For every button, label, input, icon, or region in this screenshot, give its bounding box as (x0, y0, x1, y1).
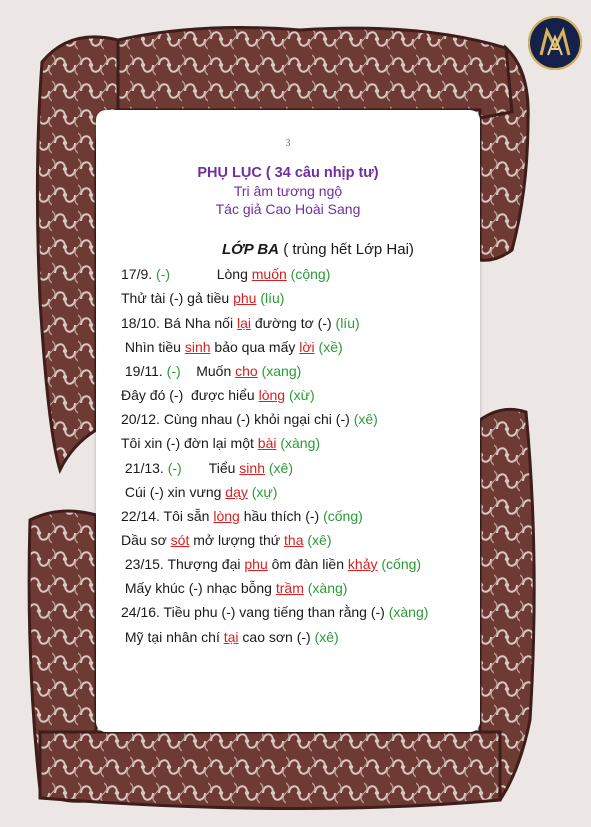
emphasized-word: khảy (347, 556, 378, 572)
lyric-text: Thử tài (-) gả tiều (121, 290, 234, 306)
document-title: PHỤ LỤC ( 34 câu nhịp tư) (197, 165, 379, 181)
lyric-line (121, 339, 343, 355)
pitch-note: (xang) (261, 363, 302, 379)
pitch-note: (xê) (268, 460, 293, 476)
emphasized-word: lại (236, 315, 251, 331)
lyric-text: cao sơn (-) (238, 629, 315, 645)
lyric-line (121, 532, 332, 548)
pitch-note: (cộng) (290, 266, 331, 282)
lyric-text: 20/12. Cùng nhau (-) khỏi ngại chi (-) (121, 411, 354, 427)
pitch-note: (xàng) (307, 580, 348, 596)
lyric-line (121, 460, 293, 476)
lyric-text: Dầu sơ (121, 532, 171, 548)
emphasized-word: bài (257, 435, 277, 451)
section-name: LỚP BA (222, 241, 280, 258)
emphasized-word: tại (223, 629, 239, 645)
monogram-logo-icon (535, 23, 575, 63)
document-subtitle: Tri âm tương ngộ (233, 183, 343, 199)
pitch-note: (líu) (335, 315, 360, 331)
pitch-note: (cống) (381, 556, 422, 572)
lyric-line (121, 266, 330, 282)
lyric-line (121, 290, 284, 306)
lyric-text: 19/11. (121, 363, 167, 379)
lyric-text: Mấy khúc (-) nhạc bỗng (121, 580, 276, 596)
lyric-text: hầu thích (-) (239, 508, 324, 524)
lyric-line (121, 629, 339, 645)
emphasized-word: sót (170, 532, 190, 548)
lyric-text: Đây đó (-) được hiểu (121, 387, 259, 403)
pitch-note: (xàng) (388, 604, 429, 620)
lyric-text: mở lượng thứ (189, 532, 285, 548)
lyric-text: Cúi (-) xin vưng (121, 484, 226, 500)
pitch-note: (xê) (314, 629, 339, 645)
lyric-line (121, 435, 320, 451)
lyric-text: 17/9. (121, 266, 157, 282)
lyric-line (121, 604, 428, 620)
lyric-line (121, 387, 315, 403)
lyric-text: 21/13. (121, 460, 168, 476)
pitch-note: (xê) (353, 411, 378, 427)
emphasized-word: dạy (225, 484, 248, 500)
lyric-text: 23/15. Thượng đại (121, 556, 245, 572)
lyric-text: 18/10. Bá Nha nối (121, 315, 237, 331)
lyric-text: Tôi xin (-) đờn lại một (121, 435, 258, 451)
emphasized-word: lòng (213, 508, 240, 524)
lyric-text: Nhìn tiều (121, 339, 185, 355)
lyric-text: bảo qua mấy (210, 339, 300, 355)
page-number: 3 (285, 138, 291, 149)
emphasized-word: phu (244, 556, 268, 572)
pitch-note: (cống) (323, 508, 363, 524)
lyric-text: 22/14. Tôi sẵn (121, 508, 214, 524)
pitch-note: (xê) (307, 532, 332, 548)
emphasized-word: sinh (239, 460, 265, 476)
emphasized-word: phu (233, 290, 257, 306)
emphasized-word: lời (299, 339, 315, 355)
lyric-line (121, 411, 378, 427)
lyric-line (121, 315, 360, 331)
pitch-note: (-) (167, 460, 182, 476)
monogram-logo (528, 16, 582, 70)
pitch-note: (-) (156, 266, 171, 282)
pitch-note: (xừ) (288, 387, 315, 403)
pitch-note: (líu) (260, 290, 285, 306)
lyric-text: Lòng (170, 266, 252, 282)
lyric-text: 24/16. Tiều phu (-) vang tiếng than rằng (-) (121, 604, 389, 620)
document-author: Tác giả Cao Hoài Sang (215, 201, 361, 217)
lyric-text: ôm đàn liền (267, 556, 348, 572)
lyric-text: Mỹ tại nhân chí (121, 629, 224, 645)
emphasized-word: muốn (251, 266, 287, 282)
section-note: ( trùng hết Lớp Hai) (283, 241, 414, 258)
emphasized-word: tha (284, 532, 304, 548)
lyric-line (121, 580, 347, 596)
lyric-line (121, 363, 301, 379)
emphasized-word: sinh (184, 339, 211, 355)
emphasized-word: lòng (258, 387, 286, 403)
lyric-line (121, 508, 363, 524)
emphasized-word: trầm (275, 580, 304, 596)
lyric-text: Muốn (180, 363, 236, 379)
pitch-note: (xàng) (280, 435, 321, 451)
pitch-note: (xự) (251, 484, 278, 500)
lyric-text: đường tơ (-) (251, 315, 336, 331)
emphasized-word: cho (235, 363, 258, 379)
lyric-text: Tiểu (181, 460, 240, 476)
pitch-note: (-) (166, 363, 181, 379)
lyric-line (121, 484, 277, 500)
pitch-note: (xề) (318, 339, 343, 355)
lyric-line (121, 556, 421, 572)
section-heading (222, 241, 414, 258)
